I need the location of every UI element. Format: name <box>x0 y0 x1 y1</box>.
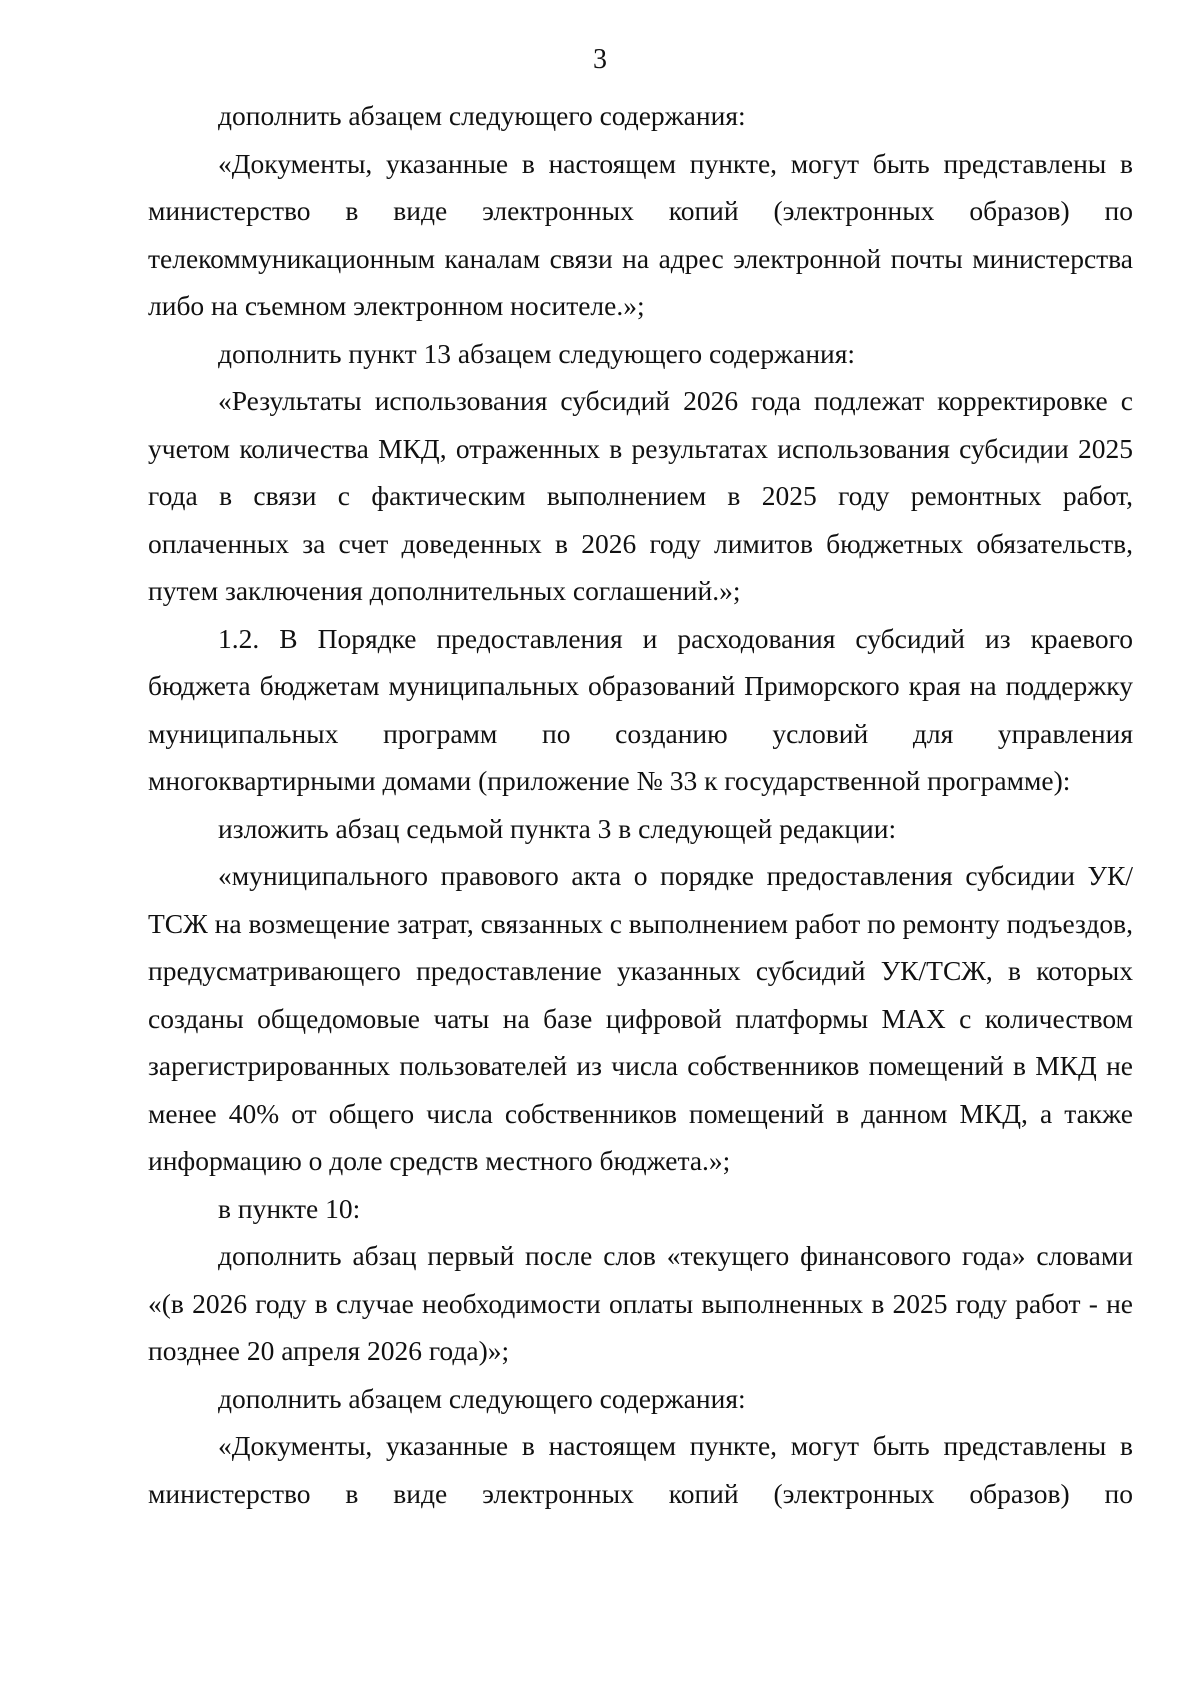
document-body <box>148 92 1133 1517</box>
paragraph: дополнить абзацем следующего содержания: <box>218 100 746 131</box>
paragraph: в пункте 10: <box>218 1192 361 1224</box>
paragraph: «муниципального правового акта о порядке предоставления субсидии УК/ТСЖ на возмещение затрат, связанных с выполнением работ по ремонту подъездов, предусматривающего предоставление указанных субсидий УК/ТСЖ, в которых созданы общедомовые чаты на базе цифровой платформы MAX с количеством зарегистрированных пользователей из числа собственников помещений в МКД не менее 40% от общего числа собственников помещений в данном МКД, а также информацию о доле средств местного бюджета.»; <box>148 860 1133 1176</box>
paragraph: «Результаты использования субсидий 2026 года подлежат корректировке с учетом количества МКД, отраженных в результатах использования субсидии 2025 года в связи с фактическим выполнением в 2025 году ремонтных работ, оплаченных за счет доведенных в 2026 году лимитов бюджетных обязательств, путем заключения дополнительных соглашений.»; <box>148 385 1133 606</box>
paragraph: 1.2. В Порядке предоставления и расходования субсидий из краевого бюджета бюджетам муниципальных образований Приморского края на поддержку муниципальных программ по созданию условий для управления многоквартирными домами (приложение № 33 к государственной программе): <box>148 622 1133 796</box>
paragraph: дополнить абзацем следующего содержания: <box>218 1382 746 1414</box>
paragraph: «Документы, указанные в настоящем пункте, могут быть представлены в министерство в виде электронных копий (электронных образов) по телекоммуникационным каналам связи на адрес электронной почты министерства либо на съемном электронном носителе.»; <box>148 147 1133 321</box>
paragraph: дополнить пункт 13 абзацем следующего содержания: <box>218 337 856 369</box>
paragraph: дополнить абзац первый после слов «текущего финансового года» словами «(в 2026 году в случае необходимости оплаты выполненных в 2025 году работ - не позднее 20 апреля 2026 года)»; <box>148 1240 1133 1366</box>
paragraph: «Документы, указанные в настоящем пункте, могут быть представлены в министерство в виде электронных копий (электронных образов) по <box>148 1430 1133 1509</box>
paragraph: изложить абзац седьмой пункта 3 в следующей редакции: <box>218 812 897 844</box>
page-number: 3 <box>593 44 607 75</box>
